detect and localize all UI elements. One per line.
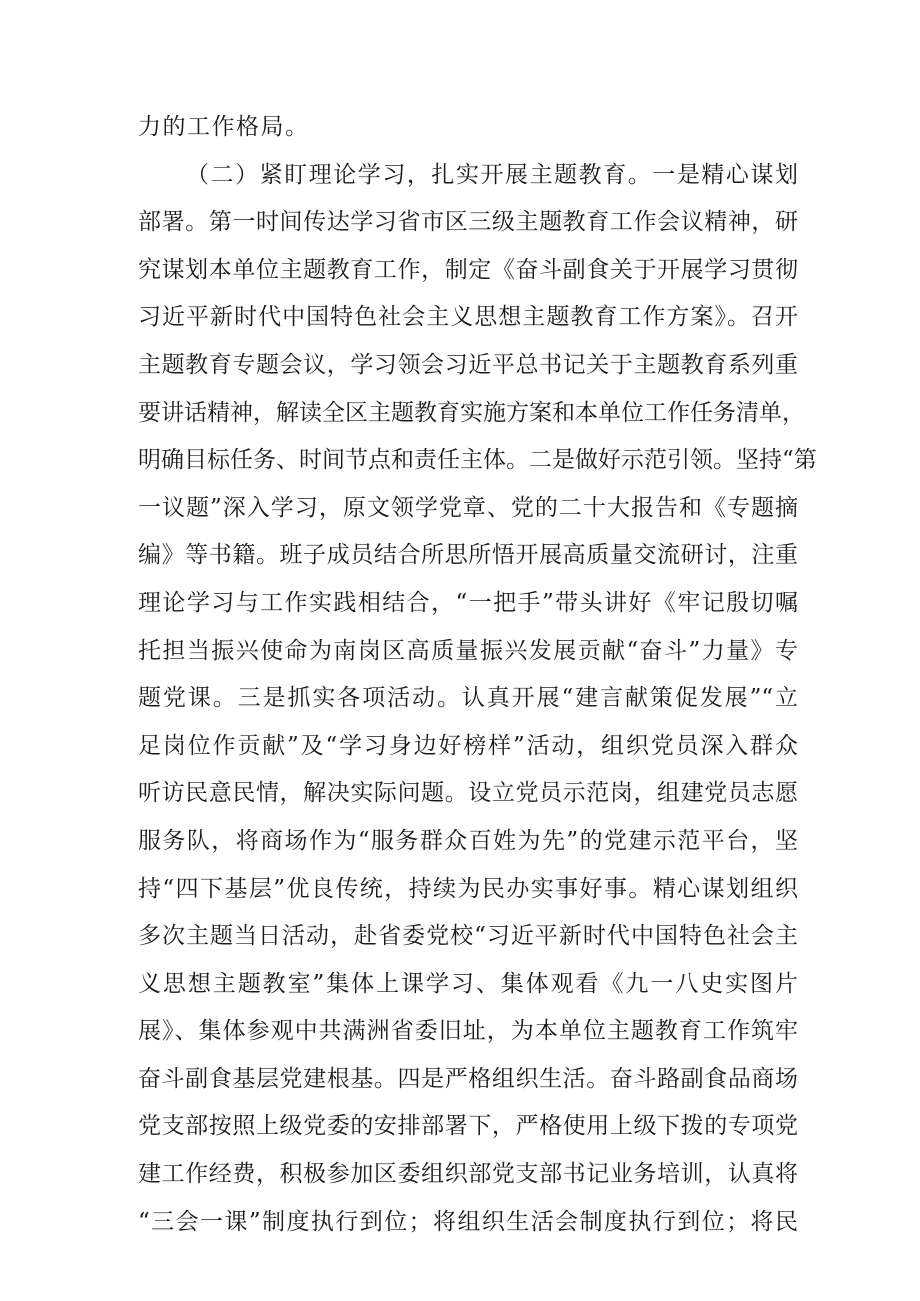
text-line: 力的工作格局。 <box>138 114 310 140</box>
text-line: 党支部按照上级党委的安排部署下，严格使用上级下拨的专项党 <box>138 1113 798 1140</box>
text-line: 究谋划本单位主题教育工作，制定《奋斗副食关于开展学习贯彻 <box>138 256 798 283</box>
text-line: 奋斗副食基层党建根基。四是严格组织生活。奋斗路副食品商场 <box>138 1065 798 1092</box>
text-line: 要讲话精神，解读全区主题教育实施方案和本单位工作任务清单， <box>138 399 805 426</box>
text-line: 足岗位作贡献”及“学习身边好榜样”活动，组织党员深入群众 <box>138 732 798 759</box>
paragraph-heading-line: （二）紧盯理论学习，扎实开展主题教育。一是精心谋划 <box>186 161 798 188</box>
text-line: 多次主题当日活动，赴省委党校“习近平新时代中国特色社会主 <box>138 923 798 950</box>
text-line: 义思想主题教室”集体上课学习、集体观看《九一八史实图片 <box>138 970 798 997</box>
text-line: 一议题”深入学习，原文领学党章、党的二十大报告和《专题摘 <box>138 494 798 521</box>
text-line: 持“四下基层”优良传统，持续为民办实事好事。精心谋划组织 <box>138 875 798 902</box>
text-line: 听访民意民情，解决实际问题。设立党员示范岗，组建党员志愿 <box>138 780 798 807</box>
text-line: 展》、集体参观中共满洲省委旧址，为本单位主题教育工作筑牢 <box>138 1018 798 1045</box>
text-line: 主题教育专题会议，学习领会习近平总书记关于主题教育系列重 <box>138 351 798 378</box>
text-line: 部署。第一时间传达学习省市区三级主题教育工作会议精神，研 <box>138 209 798 236</box>
text-line: 明确目标任务、时间节点和责任主体。二是做好示范引领。坚持“第 <box>138 447 817 474</box>
text-line: 建工作经费，积极参加区委组织部党支部书记业务培训，认真将 <box>138 1161 798 1188</box>
text-line: 托担当振兴使命为南岗区高质量振兴发展贡献“奋斗”力量》专 <box>138 637 798 664</box>
text-line: 题党课。三是抓实各项活动。认真开展“建言献策促发展”“立 <box>138 685 798 712</box>
text-line: 编》等书籍。班子成员结合所思所悟开展高质量交流研讨，注重 <box>138 542 798 569</box>
text-line: 理论学习与工作实践相结合，“一把手”带头讲好《牢记殷切嘱 <box>138 589 798 616</box>
text-line: 服务队，将商场作为“服务群众百姓为先”的党建示范平台，坚 <box>138 827 798 854</box>
text-line: 习近平新时代中国特色社会主义思想主题教育工作方案》。召开 <box>138 304 798 331</box>
text-line: “三会一课”制度执行到位；将组织生活会制度执行到位；将民 <box>138 1208 798 1235</box>
body-text <box>138 104 817 1246</box>
